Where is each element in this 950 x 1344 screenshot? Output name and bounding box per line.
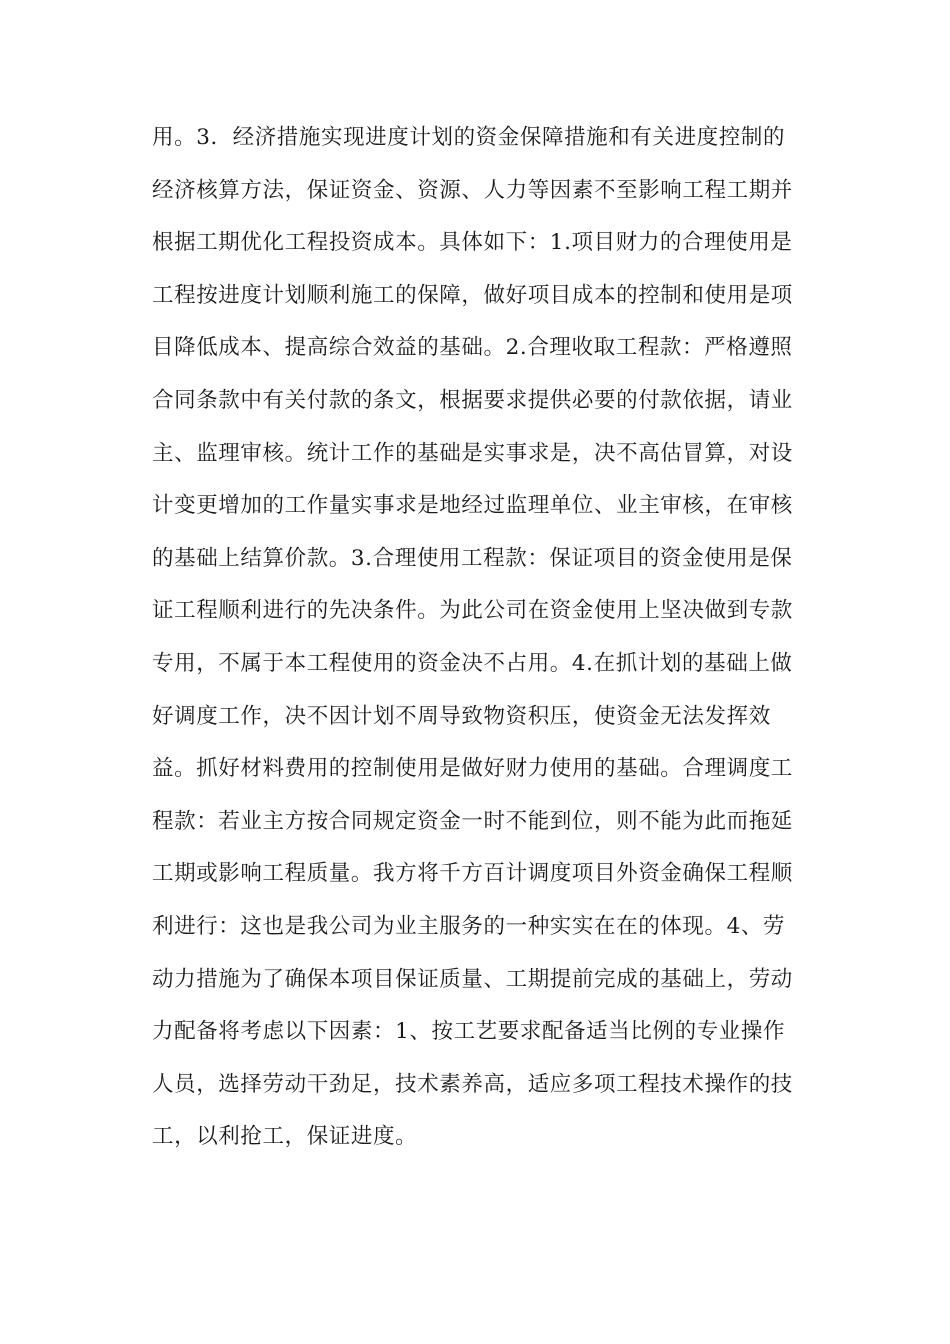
text-line: 目降低成本、提高综合效益的基础。2.合理收取工程款：严格遵照 [152, 335, 793, 361]
text-line: 专用，不属于本工程使用的资金决不占用。4.在抓计划的基础上做 [152, 650, 793, 676]
text-line: 用。3．经济措施实现进度计划的资金保障措施和有关进度控制的 [152, 125, 786, 150]
text-line: 工，以利抢工，保证进度。 [152, 1124, 418, 1150]
text-line: 人员，选择劳动干劲足，技术素养高，适应多项工程技术操作的技 [152, 1071, 793, 1097]
text-line: 好调度工作，决不因计划不周导致物资积压，使资金无法发挥效 [152, 703, 771, 729]
body-text [152, 117, 812, 1169]
text-line: 计变更增加的工作量实事求是地经过监理单位、业主审核，在审核 [152, 493, 793, 519]
text-line: 经济核算方法，保证资金、资源、人力等因素不至影响工程工期并 [152, 177, 793, 203]
text-line: 力配备将考虑以下因素：1、按工艺要求配备适当比例的专业操作 [152, 1019, 786, 1045]
text-line: 工期或影响工程质量。我方将千方百计调度项目外资金确保工程顺 [152, 861, 793, 887]
text-line: 益。抓好材料费用的控制使用是做好财力使用的基础。合理调度工 [152, 756, 793, 782]
text-line: 利进行：这也是我公司为业主服务的一种实实在在的体现。4、劳 [152, 913, 786, 939]
text-line: 根据工期优化工程投资成本。具体如下：1.项目财力的合理使用是 [152, 230, 793, 256]
text-line: 动力措施为了确保本项目保证质量、工期提前完成的基础上，劳动 [152, 966, 793, 992]
text-line: 主、监理审核。统计工作的基础是实事求是，决不高估冒算，对设 [152, 440, 793, 466]
text-line: 程款：若业主方按合同规定资金一时不能到位，则不能为此而拖延 [152, 808, 793, 834]
text-line: 的基础上结算价款。3.合理使用工程款：保证项目的资金使用是保 [152, 545, 793, 571]
text-line: 工程按进度计划顺利施工的保障，做好项目成本的控制和使用是项 [152, 282, 793, 308]
text-line: 证工程顺利进行的先决条件。为此公司在资金使用上坚决做到专款 [152, 598, 793, 624]
text-line: 合同条款中有关付款的条文，根据要求提供必要的付款依据，请业 [152, 387, 793, 413]
